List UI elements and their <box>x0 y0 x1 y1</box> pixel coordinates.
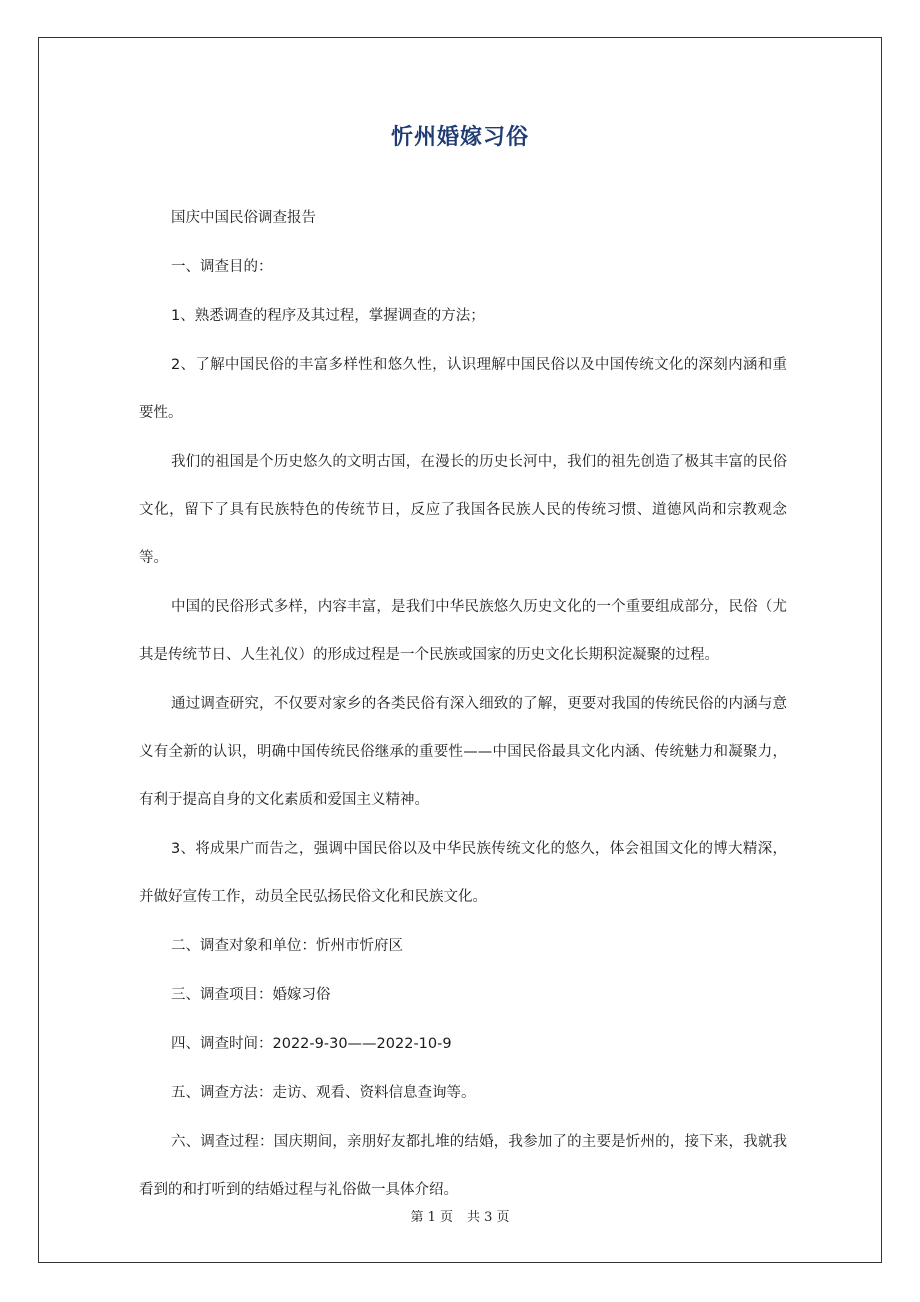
paragraph-ancient-country: 我们的祖国是个历史悠久的文明古国，在漫长的历史长河中，我们的祖先创造了极其丰富的民俗文化，留下了具有民族特色的传统节日，反应了我国各民族人民的传统习惯、道德风尚和宗教观念等。 <box>139 454 787 566</box>
paragraph-purpose-1: 1、熟悉调查的程序及其过程，掌握调查的方法； <box>171 308 485 324</box>
paragraph-section-method: 五、调查方法：走访、观看、资料信息查询等。 <box>171 1085 476 1101</box>
document-title: 忻州婚嫁习俗 <box>390 125 529 150</box>
paragraph-research-significance: 通过调查研究，不仅要对家乡的各类民俗有深入细致的了解，更要对我国的传统民俗的内涵与意义有全新的认识，明确中国传统民俗继承的重要性——中国民俗最具文化内涵、传统魅力和凝聚力，有利于提高自身的文化素质和爱国主义精神。 <box>139 696 787 808</box>
paragraph-folk-forms: 中国的民俗形式多样，内容丰富，是我们中华民族悠久历史文化的一个重要组成部分，民俗（尤其是传统节日、人生礼仪）的形成过程是一个民族或国家的历史文化长期积淀凝聚的过程。 <box>139 599 787 663</box>
paragraph-section-process: 六、调查过程：国庆期间，亲朋好友都扎堆的结婚，我参加了的主要是忻州的，接下来，我就我看到的和打听到的结婚过程与礼俗做一具体介绍。 <box>139 1134 787 1198</box>
paragraph-purpose-3: 3、将成果广而告之，强调中国民俗以及中华民族传统文化的悠久，体会祖国文化的博大精深，并做好宣传工作，动员全民弘扬民俗文化和民族文化。 <box>139 841 787 905</box>
paragraph-purpose-2: 2、了解中国民俗的丰富多样性和悠久性，认识理解中国民俗以及中国传统文化的深刻内涵和重要性。 <box>139 357 787 421</box>
page-number: 第 1 页 <box>410 1210 453 1225</box>
paragraph-report-heading: 国庆中国民俗调查报告 <box>171 210 316 226</box>
paragraph-section-time: 四、调查时间：2022-9-30——2022-10-9 <box>171 1036 452 1052</box>
paragraph-section-subject: 二、调查对象和单位：忻州市忻府区 <box>171 938 403 954</box>
paragraph-section-purpose: 一、调查目的： <box>171 259 273 275</box>
document-body <box>139 194 787 1214</box>
page-total: 共 3 页 <box>467 1210 510 1225</box>
page-footer <box>0 1206 920 1225</box>
paragraph-section-project: 三、调查项目：婚嫁习俗 <box>171 987 331 1003</box>
